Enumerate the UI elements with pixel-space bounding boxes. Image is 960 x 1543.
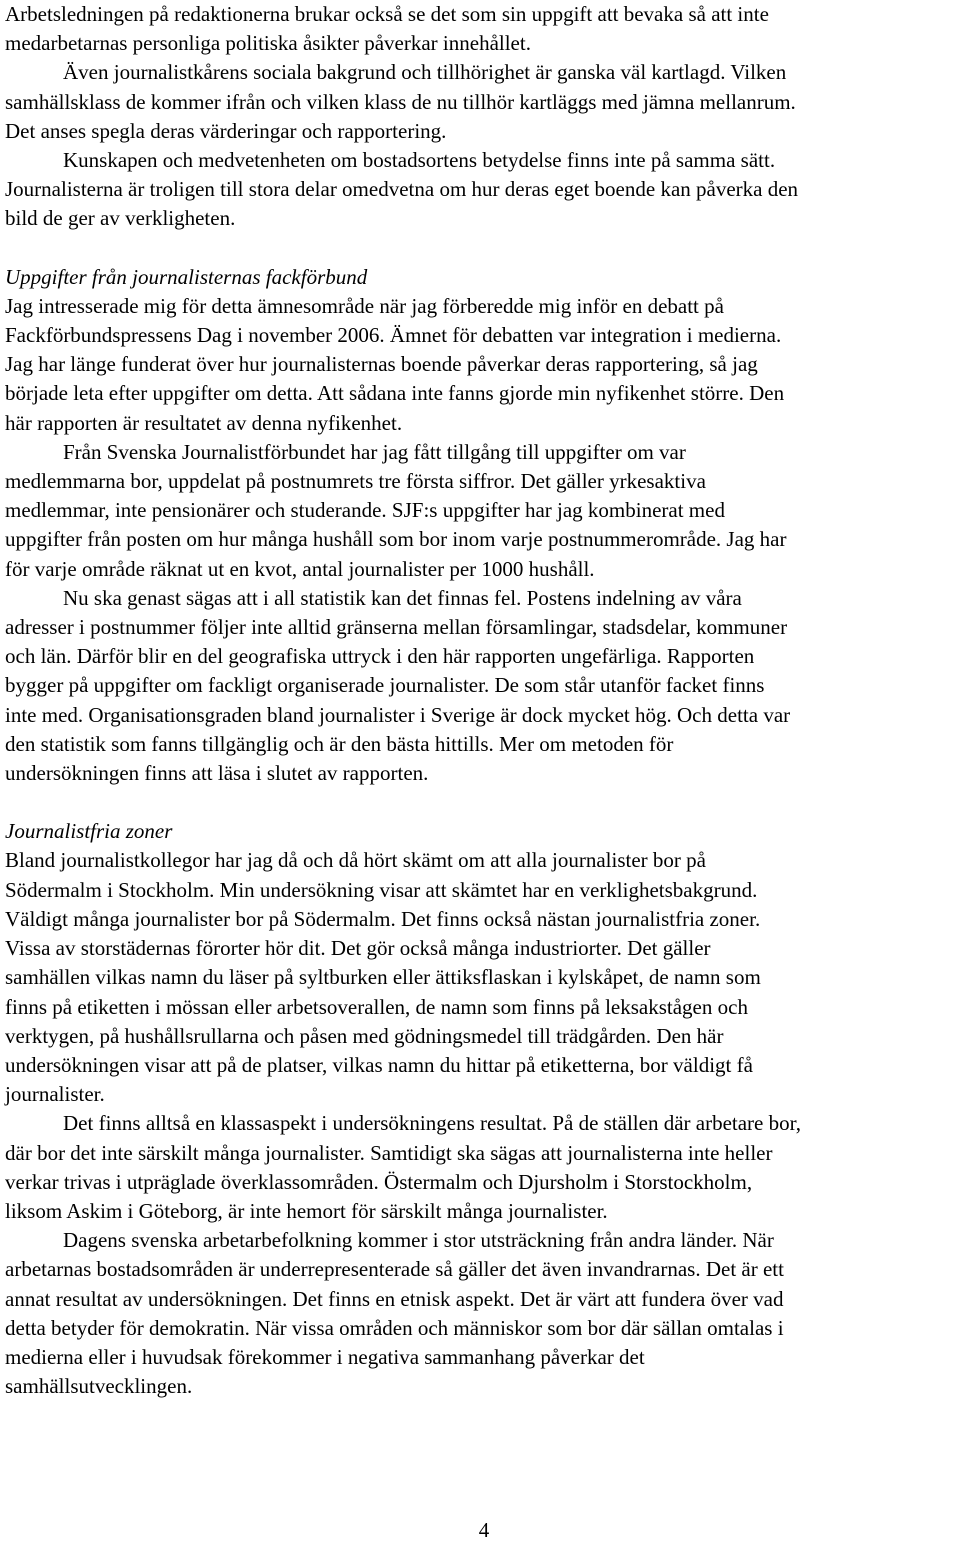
text-line: verkar trivas i utpräglade överklassområden. Östermalm och Djursholm i Storstockholm, [5,1169,753,1194]
text-line: inte med. Organisationsgraden bland journalister i Sverige är dock mycket hög. Och detta var [5,702,791,727]
text-line: Fackförbundspressens Dag i november 2006. Ämnet för debatten var integration i medierna. [5,323,782,348]
text-line: samhällen vilkas namn du läser på syltburken eller ättiksflaskan i kylskåpet, de namn som [5,965,761,990]
text-line: finns på etiketten i mössan eller arbetsoverallen, de namn som finns på leksakstågen och [5,994,748,1019]
text-line: började leta efter uppgifter om detta. Att sådana inte fanns gjorde min nyfikenhet större. Den [5,381,785,406]
intro-block [5,0,955,234]
text-line: adresser i postnummer följer inte alltid gränserna mellan församlingar, stadsdelar, kommuner [5,615,788,640]
section-heading: Uppgifter från journalisternas fackförbund [5,264,368,289]
text-line: samhällsutvecklingen. [5,1374,193,1399]
text-line: journalister. [5,1082,105,1107]
text-line: Journalisterna är troligen till stora delar omedvetna om hur deras eget boende kan påverka den [5,177,799,202]
section-fackforbund [5,263,955,789]
text-line: för varje område räknat ut en kvot, antal journalister per 1000 hushåll. [5,556,595,581]
text-line: Väldigt många journalister bor på Södermalm. Det finns också nästan journalistfria zoner. [5,906,761,931]
text-line: bygger på uppgifter om fackligt organiserade journalister. De som står utanför facket finns [5,673,765,698]
text-line: Nu ska genast sägas att i all statistik kan det finnas fel. Postens indelning av våra [63,585,742,610]
text-line: och län. Därför blir en del geografiska uttryck i den här rapporten ungefärliga. Rapporten [5,644,755,669]
text-line: Jag intresserade mig för detta ämnesområde när jag förberedde mig inför en debatt på [5,293,724,318]
text-line: där bor det inte särskilt många journalister. Samtidigt ska sägas att journalisterna inte heller [5,1140,773,1165]
text-line: liksom Askim i Göteborg, är inte hemort för särskilt många journalister. [5,1198,608,1223]
text-line: Jag har länge funderat över hur journalisternas boende påverkar deras rapportering, så jag [5,352,758,377]
text-line: Från Svenska Journalistförbundet har jag fått tillgång till uppgifter om var [63,439,686,464]
text-line: samhällsklass de kommer ifrån och vilken klass de nu tillhör kartläggs med jämna mellanrum. [5,89,796,114]
text-line: Arbetsledningen på redaktionerna brukar också se det som sin uppgift att bevaka så att inte [5,2,769,26]
text-line: medlemmarna bor, uppdelat på postnumrets tre första siffror. Det gäller yrkesaktiva [5,469,706,494]
text-line: bild de ger av verkligheten. [5,206,236,231]
text-line: arbetarnas bostadsområden är underrepresenterade så gäller det även invandrarnas. Det är ett [5,1257,784,1282]
text-line: medlemmar, inte pensionärer och studerande. SJF:s uppgifter har jag kombinerat med [5,498,725,523]
text-line: annat resultat av undersökningen. Det finns en etnisk aspekt. Det är värt att fundera över vad [5,1286,784,1311]
text-line: verktygen, på hushållsrullarna och påsen med gödningsmedel till trädgården. Den här [5,1023,724,1048]
text-line: undersökningen visar att på de platser, vilkas namn du hittar på etiketterna, bor väldigt få [5,1052,753,1077]
text-line: här rapporten är resultatet av denna nyfikenhet. [5,410,403,435]
document-page [5,0,955,1401]
text-line: Det finns alltså en klassaspekt i undersökningens resultat. På de ställen där arbetare bor, [63,1111,802,1136]
text-line: Bland journalistkollegor har jag då och då hört skämt om att alla journalister bor på [5,848,706,873]
text-line: uppgifter från posten om hur många hushåll som bor inom varje postnummerområde. Jag har [5,527,787,552]
text-line: undersökningen finns att läsa i slutet av rapporten. [5,761,429,786]
section-journalistfria-zoner [5,817,955,1401]
paragraph-gap [5,788,955,817]
section-heading: Journalistfria zoner [5,819,173,844]
text-line: Vissa av storstädernas förorter hör dit. Det gör också många industriorter. Det gäller [5,936,711,961]
text-line: Det anses spegla deras värderingar och rapportering. [5,118,447,143]
text-line: medarbetarnas personliga politiska åsikter påverkar innehållet. [5,31,531,56]
text-line: Södermalm i Stockholm. Min undersökning visar att skämtet har en verklighetsbakgrund. [5,877,758,902]
paragraph-gap [5,234,955,263]
text-line: Kunskapen och medvetenheten om bostadsortens betydelse finns inte på samma sätt. [63,148,776,173]
text-line: Dagens svenska arbetarbefolkning kommer i stor utsträckning från andra länder. När [63,1228,774,1253]
text-line: Även journalistkårens sociala bakgrund och tillhörighet är ganska väl kartlagd. Vilken [63,60,787,85]
text-line: medierna eller i huvudsak förekommer i negativa sammanhang påverkar det [5,1344,645,1369]
text-line: detta betyder för demokratin. När vissa områden och människor som bor där sällan omtalas i [5,1315,784,1340]
text-line: den statistik som fanns tillgänglig och är den bästa hittills. Mer om metoden för [5,731,674,756]
page-number: 4 [478,1518,490,1542]
